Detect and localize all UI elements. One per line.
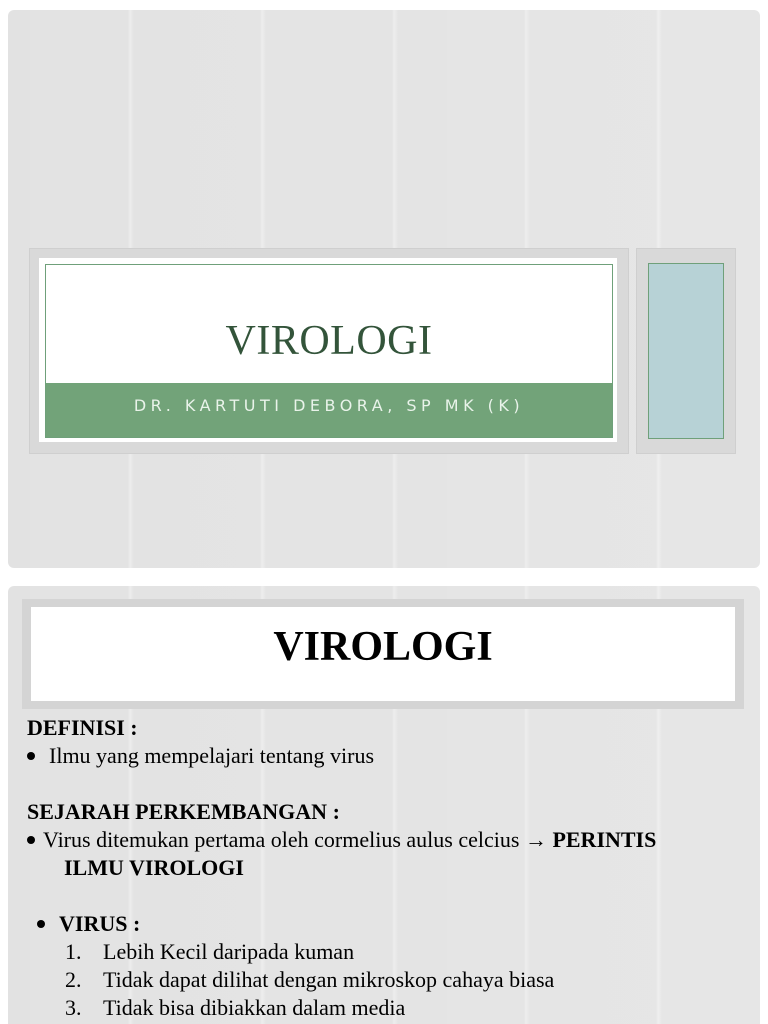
list-item	[65, 938, 354, 966]
list-number: 3.	[65, 995, 82, 1020]
virus-heading-item	[37, 910, 140, 938]
sejarah-heading: SEJARAH PERKEMBANGAN :	[27, 799, 340, 824]
side-accent-box	[648, 263, 724, 439]
list-number: 1.	[65, 939, 82, 964]
sejarah-bullet-item	[27, 826, 656, 854]
sejarah-item-text: Virus ditemukan pertama oleh cormelius aulus celcius	[43, 827, 520, 852]
content-slide	[8, 586, 760, 1024]
list-item-text: Tidak bisa dibiakkan dalam media	[103, 995, 406, 1020]
subtitle-bar	[46, 383, 612, 437]
title-panel	[39, 258, 617, 442]
sejarah-item-bold-1: PERINTIS	[552, 827, 657, 852]
definisi-item-text: Ilmu yang mempelajari tentang virus	[49, 743, 375, 768]
definisi-bullet-item	[27, 742, 374, 770]
content-slide-title: VIROLOGI	[273, 624, 493, 670]
bullet-icon	[37, 920, 45, 928]
header-frame	[22, 599, 744, 709]
arrow-right-icon: →	[524, 827, 547, 852]
title-inner-box	[45, 264, 613, 438]
definisi-heading: DEFINISI :	[27, 715, 138, 740]
title-frame	[29, 248, 629, 454]
sejarah-item-bold-2: ILMU VIROLOGI	[64, 855, 244, 880]
list-number: 2.	[65, 967, 82, 992]
bullet-icon	[27, 836, 35, 844]
header-panel	[31, 607, 735, 701]
slide-title: VIROLOGI	[225, 318, 433, 364]
slide-subtitle: DR. KARTUTI DEBORA, SP MK (K)	[133, 396, 525, 415]
list-item	[65, 966, 554, 994]
bullet-icon	[27, 752, 35, 760]
list-item	[65, 994, 405, 1022]
title-slide	[8, 10, 760, 568]
list-item-text: Tidak dapat dilihat dengan mikroskop cahaya biasa	[103, 967, 555, 992]
list-item-text: Lebih Kecil daripada kuman	[103, 939, 355, 964]
side-frame	[636, 248, 736, 454]
virus-heading: VIRUS :	[59, 911, 141, 936]
